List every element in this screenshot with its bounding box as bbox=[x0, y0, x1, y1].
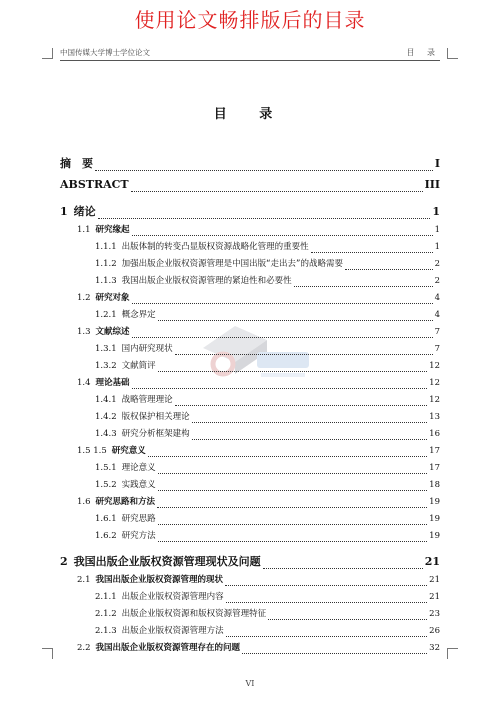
toc-entry-number: 2 bbox=[60, 555, 68, 568]
crop-mark-top-right bbox=[447, 48, 458, 59]
dot-leader bbox=[268, 619, 427, 620]
toc-entry-section[interactable] bbox=[60, 443, 440, 460]
toc-entry-label: 出版企业版权资源管理内容 bbox=[121, 592, 224, 602]
toc-entry-subsection[interactable] bbox=[60, 307, 440, 324]
toc-entry-label: 研究思路 bbox=[121, 514, 156, 524]
toc-entry-page: 4 bbox=[434, 293, 440, 303]
dot-leader bbox=[157, 507, 427, 508]
toc-entry-number: 1.5.1 bbox=[95, 463, 117, 473]
toc-entry-page: I bbox=[434, 157, 440, 170]
dot-leader bbox=[242, 653, 427, 654]
toc-entry-page: 21 bbox=[424, 555, 440, 568]
dot-leader bbox=[192, 439, 428, 440]
dot-leader bbox=[158, 541, 428, 542]
toc-entry-title bbox=[60, 551, 261, 572]
crop-mark-bottom-right bbox=[447, 648, 458, 659]
dot-leader bbox=[158, 371, 428, 372]
toc-entry-label: 研究方法 bbox=[121, 531, 156, 541]
dot-leader bbox=[132, 303, 433, 304]
toc-entry-number: 1.4.3 bbox=[95, 429, 117, 439]
toc-entry-number: 1.1 bbox=[77, 225, 91, 235]
toc-entry-number: 2.1.3 bbox=[95, 626, 117, 636]
toc-entry-page: 4 bbox=[434, 310, 440, 320]
running-header-right: 目 录 bbox=[406, 48, 440, 57]
toc-entry-page: 21 bbox=[429, 575, 440, 585]
toc-entry-number: 1.1.3 bbox=[95, 276, 117, 286]
dot-leader bbox=[158, 490, 428, 491]
dot-leader bbox=[192, 422, 428, 423]
toc-entry-label: 摘 要 bbox=[60, 157, 93, 170]
toc-entry-page: 17 bbox=[429, 463, 440, 473]
dot-leader bbox=[263, 568, 423, 569]
toc-entry-title bbox=[95, 392, 173, 409]
toc-entry-label: 理论基础 bbox=[95, 378, 130, 388]
toc-entry-chapter[interactable] bbox=[60, 174, 440, 195]
toc-entry-label: 研究缘起 bbox=[95, 225, 130, 235]
toc-entry-page: 18 bbox=[429, 480, 440, 490]
toc-entry-title bbox=[95, 409, 190, 426]
dot-leader bbox=[175, 354, 433, 355]
toc-entry-title bbox=[95, 341, 173, 358]
dot-leader bbox=[158, 524, 428, 525]
toc-entry-title bbox=[95, 358, 156, 375]
toc-entry-subsection[interactable] bbox=[60, 256, 440, 273]
toc-entry-label: 文献综述 bbox=[95, 327, 130, 337]
toc-entry-subsection[interactable] bbox=[60, 606, 440, 623]
toc-entry-page: 32 bbox=[429, 643, 440, 653]
toc-entry-section[interactable] bbox=[60, 494, 440, 511]
dot-leader bbox=[132, 235, 433, 236]
toc-entry-page: 7 bbox=[434, 344, 440, 354]
toc-entry-subsection[interactable] bbox=[60, 623, 440, 640]
toc-entry-chapter[interactable] bbox=[60, 551, 440, 572]
toc-entry-subsection[interactable] bbox=[60, 409, 440, 426]
banner-title: 使用论文畅排版后的目录 bbox=[134, 8, 366, 32]
dot-leader bbox=[226, 602, 428, 603]
toc-entry-number: 1.4 bbox=[77, 378, 91, 388]
toc-entry-label: 研究对象 bbox=[95, 293, 130, 303]
toc-entry-page: 26 bbox=[429, 626, 440, 636]
dot-leader bbox=[311, 252, 433, 253]
toc-entry-page: 12 bbox=[429, 361, 440, 371]
dot-leader bbox=[158, 473, 428, 474]
toc-entry-title bbox=[95, 511, 156, 528]
toc-entry-title bbox=[77, 375, 130, 392]
dot-leader bbox=[294, 286, 433, 287]
toc-entry-title bbox=[95, 460, 156, 477]
dot-leader bbox=[132, 337, 433, 338]
page-number: VI bbox=[245, 679, 255, 688]
toc-entry-title bbox=[60, 201, 96, 222]
toc-entry-title bbox=[60, 174, 129, 195]
toc-entry-title bbox=[95, 477, 156, 494]
toc-entry-page: 1 bbox=[434, 242, 440, 252]
toc-entry-number: 1.5.2 bbox=[95, 480, 117, 490]
toc-entry-page: 13 bbox=[429, 412, 440, 422]
toc-entry-subsection[interactable] bbox=[60, 589, 440, 606]
toc-entry-page: 21 bbox=[429, 592, 440, 602]
toc-entry-section[interactable] bbox=[60, 375, 440, 392]
toc-entry-number: 1 bbox=[60, 205, 68, 218]
toc-entry-label: 出版企业版权资源管理方法 bbox=[121, 626, 224, 636]
toc-entry-number: 2.1.2 bbox=[95, 609, 117, 619]
toc-entry-page: 2 bbox=[434, 259, 440, 269]
toc-entry-label: 出版企业版权资源和版权资源管理特征 bbox=[121, 609, 267, 619]
toc-entry-section[interactable] bbox=[60, 222, 440, 239]
toc-entry-page: 7 bbox=[434, 327, 440, 337]
crop-mark-bottom-left bbox=[42, 648, 53, 659]
toc-entry-number: 1.3 bbox=[77, 327, 91, 337]
dot-leader bbox=[175, 405, 428, 406]
toc-entry-number: 1.6 bbox=[77, 497, 91, 507]
toc-entry-title bbox=[95, 426, 190, 443]
toc-entry-title bbox=[95, 528, 156, 545]
toc-entry-page: 1 bbox=[434, 225, 440, 235]
toc-entry-number: 1.2.1 bbox=[95, 310, 117, 320]
toc-entry-title bbox=[95, 273, 292, 290]
toc-entry-title bbox=[77, 494, 155, 511]
toc-entry-label: 绪论 bbox=[73, 205, 96, 218]
toc-entry-number: 1.4.2 bbox=[95, 412, 117, 422]
crop-mark-top-left bbox=[42, 48, 53, 59]
toc-entry-label: 我国出版企业版权资源管理现状及问题 bbox=[73, 555, 261, 568]
toc-entry-page: III bbox=[424, 178, 440, 191]
toc-entry-number: 1.6.2 bbox=[95, 531, 117, 541]
toc-entry-label: 概念界定 bbox=[121, 310, 156, 320]
dot-leader bbox=[148, 456, 427, 457]
toc-entry-subsection[interactable] bbox=[60, 341, 440, 358]
toc-entry-page: 23 bbox=[429, 609, 440, 619]
toc-entry-chapter[interactable] bbox=[60, 153, 440, 174]
toc-entry-label: 我国出版企业版权资源管理存在的问题 bbox=[95, 643, 241, 653]
toc-entry-subsection[interactable] bbox=[60, 392, 440, 409]
dot-leader bbox=[131, 191, 423, 192]
toc-entry-title bbox=[95, 307, 156, 324]
toc-entry-label: 研究意义 bbox=[111, 446, 146, 456]
dot-leader bbox=[95, 170, 433, 171]
toc-entry-subsection[interactable] bbox=[60, 239, 440, 256]
toc-entry-number: 1.3.2 bbox=[95, 361, 117, 371]
toc-entry-label: 文献简评 bbox=[121, 361, 156, 371]
toc-entry-subsection[interactable] bbox=[60, 460, 440, 477]
toc-entry-number: 1.3.1 bbox=[95, 344, 117, 354]
toc-entry-label: 出版体制的转变凸显版权资源战略化管理的重要性 bbox=[121, 242, 309, 252]
toc-entry-title bbox=[95, 606, 266, 623]
toc-entry-number: 1.2 bbox=[77, 293, 91, 303]
toc-entry-label: 研究分析框架建构 bbox=[121, 429, 190, 439]
toc-entry-number: 2.1.1 bbox=[95, 592, 117, 602]
dot-leader bbox=[158, 320, 433, 321]
toc-entry-page: 1 bbox=[432, 205, 440, 218]
toc-entry-title bbox=[95, 239, 309, 256]
toc-entry-label: 战略管理理论 bbox=[121, 395, 173, 405]
toc-entry-label: 我国出版企业版权资源管理的现状 bbox=[95, 575, 224, 585]
toc-entry-title bbox=[95, 589, 224, 606]
toc-entry-section[interactable] bbox=[60, 290, 440, 307]
dot-leader bbox=[226, 636, 428, 637]
toc-entry-label: 我国出版企业版权资源管理的紧迫性和必要性 bbox=[121, 276, 292, 286]
toc-entry-label: 版权保护相关理论 bbox=[121, 412, 190, 422]
toc-entry-chapter[interactable] bbox=[60, 201, 440, 222]
toc-entry-page: 12 bbox=[429, 395, 440, 405]
toc-entry-title bbox=[77, 290, 130, 307]
toc-entry-title bbox=[77, 324, 130, 341]
toc-entry-page: 2 bbox=[434, 276, 440, 286]
running-header-left: 中国传媒大学博士学位论文 bbox=[60, 48, 150, 57]
toc-entry-section[interactable] bbox=[60, 324, 440, 341]
dot-leader bbox=[345, 269, 433, 270]
toc-entry-page: 19 bbox=[429, 531, 440, 541]
toc-entry-subsection[interactable] bbox=[60, 273, 440, 290]
toc-entry-label: 研究思路和方法 bbox=[95, 497, 156, 507]
toc-entry-label: 实践意义 bbox=[121, 480, 156, 490]
toc-entry-subsection[interactable] bbox=[60, 426, 440, 443]
toc-entry-page: 12 bbox=[429, 378, 440, 388]
toc-list bbox=[60, 153, 440, 657]
toc-entry-title bbox=[95, 256, 343, 273]
toc-entry-page: 19 bbox=[429, 514, 440, 524]
dot-leader bbox=[98, 218, 431, 219]
toc-entry-number: 1.5 1.5 bbox=[77, 446, 107, 456]
toc-entry-section[interactable] bbox=[60, 640, 440, 657]
toc-entry-label: ABSTRACT bbox=[60, 178, 129, 191]
toc-entry-number: 2.1 bbox=[77, 575, 91, 585]
toc-entry-title bbox=[77, 640, 240, 657]
toc-entry-title bbox=[77, 222, 130, 239]
toc-entry-label: 国内研究现状 bbox=[121, 344, 173, 354]
toc-entry-number: 1.1.1 bbox=[95, 242, 117, 252]
toc-entry-subsection[interactable] bbox=[60, 528, 440, 545]
toc-entry-number: 1.6.1 bbox=[95, 514, 117, 524]
toc-entry-page: 16 bbox=[429, 429, 440, 439]
toc-entry-page: 19 bbox=[429, 497, 440, 507]
header-rule bbox=[60, 60, 440, 61]
dot-leader bbox=[225, 585, 427, 586]
toc-entry-subsection[interactable] bbox=[60, 358, 440, 375]
toc-entry-section[interactable] bbox=[60, 572, 440, 589]
toc-title: 目 录 bbox=[213, 107, 287, 122]
toc-entry-label: 理论意义 bbox=[121, 463, 156, 473]
toc-entry-title bbox=[60, 153, 93, 174]
toc-entry-number: 1.1.2 bbox=[95, 259, 117, 269]
toc-entry-subsection[interactable] bbox=[60, 511, 440, 528]
toc-entry-number: 2.2 bbox=[77, 643, 91, 653]
toc-entry-title bbox=[77, 572, 223, 589]
toc-entry-subsection[interactable] bbox=[60, 477, 440, 494]
toc-entry-number: 1.4.1 bbox=[95, 395, 117, 405]
toc-entry-title bbox=[95, 623, 224, 640]
dot-leader bbox=[132, 388, 428, 389]
toc-entry-title bbox=[77, 443, 146, 460]
toc-entry-page: 17 bbox=[429, 446, 440, 456]
toc-entry-label: 加强出版企业版权资源管理是中国出版“走出去”的战略需要 bbox=[121, 259, 343, 269]
